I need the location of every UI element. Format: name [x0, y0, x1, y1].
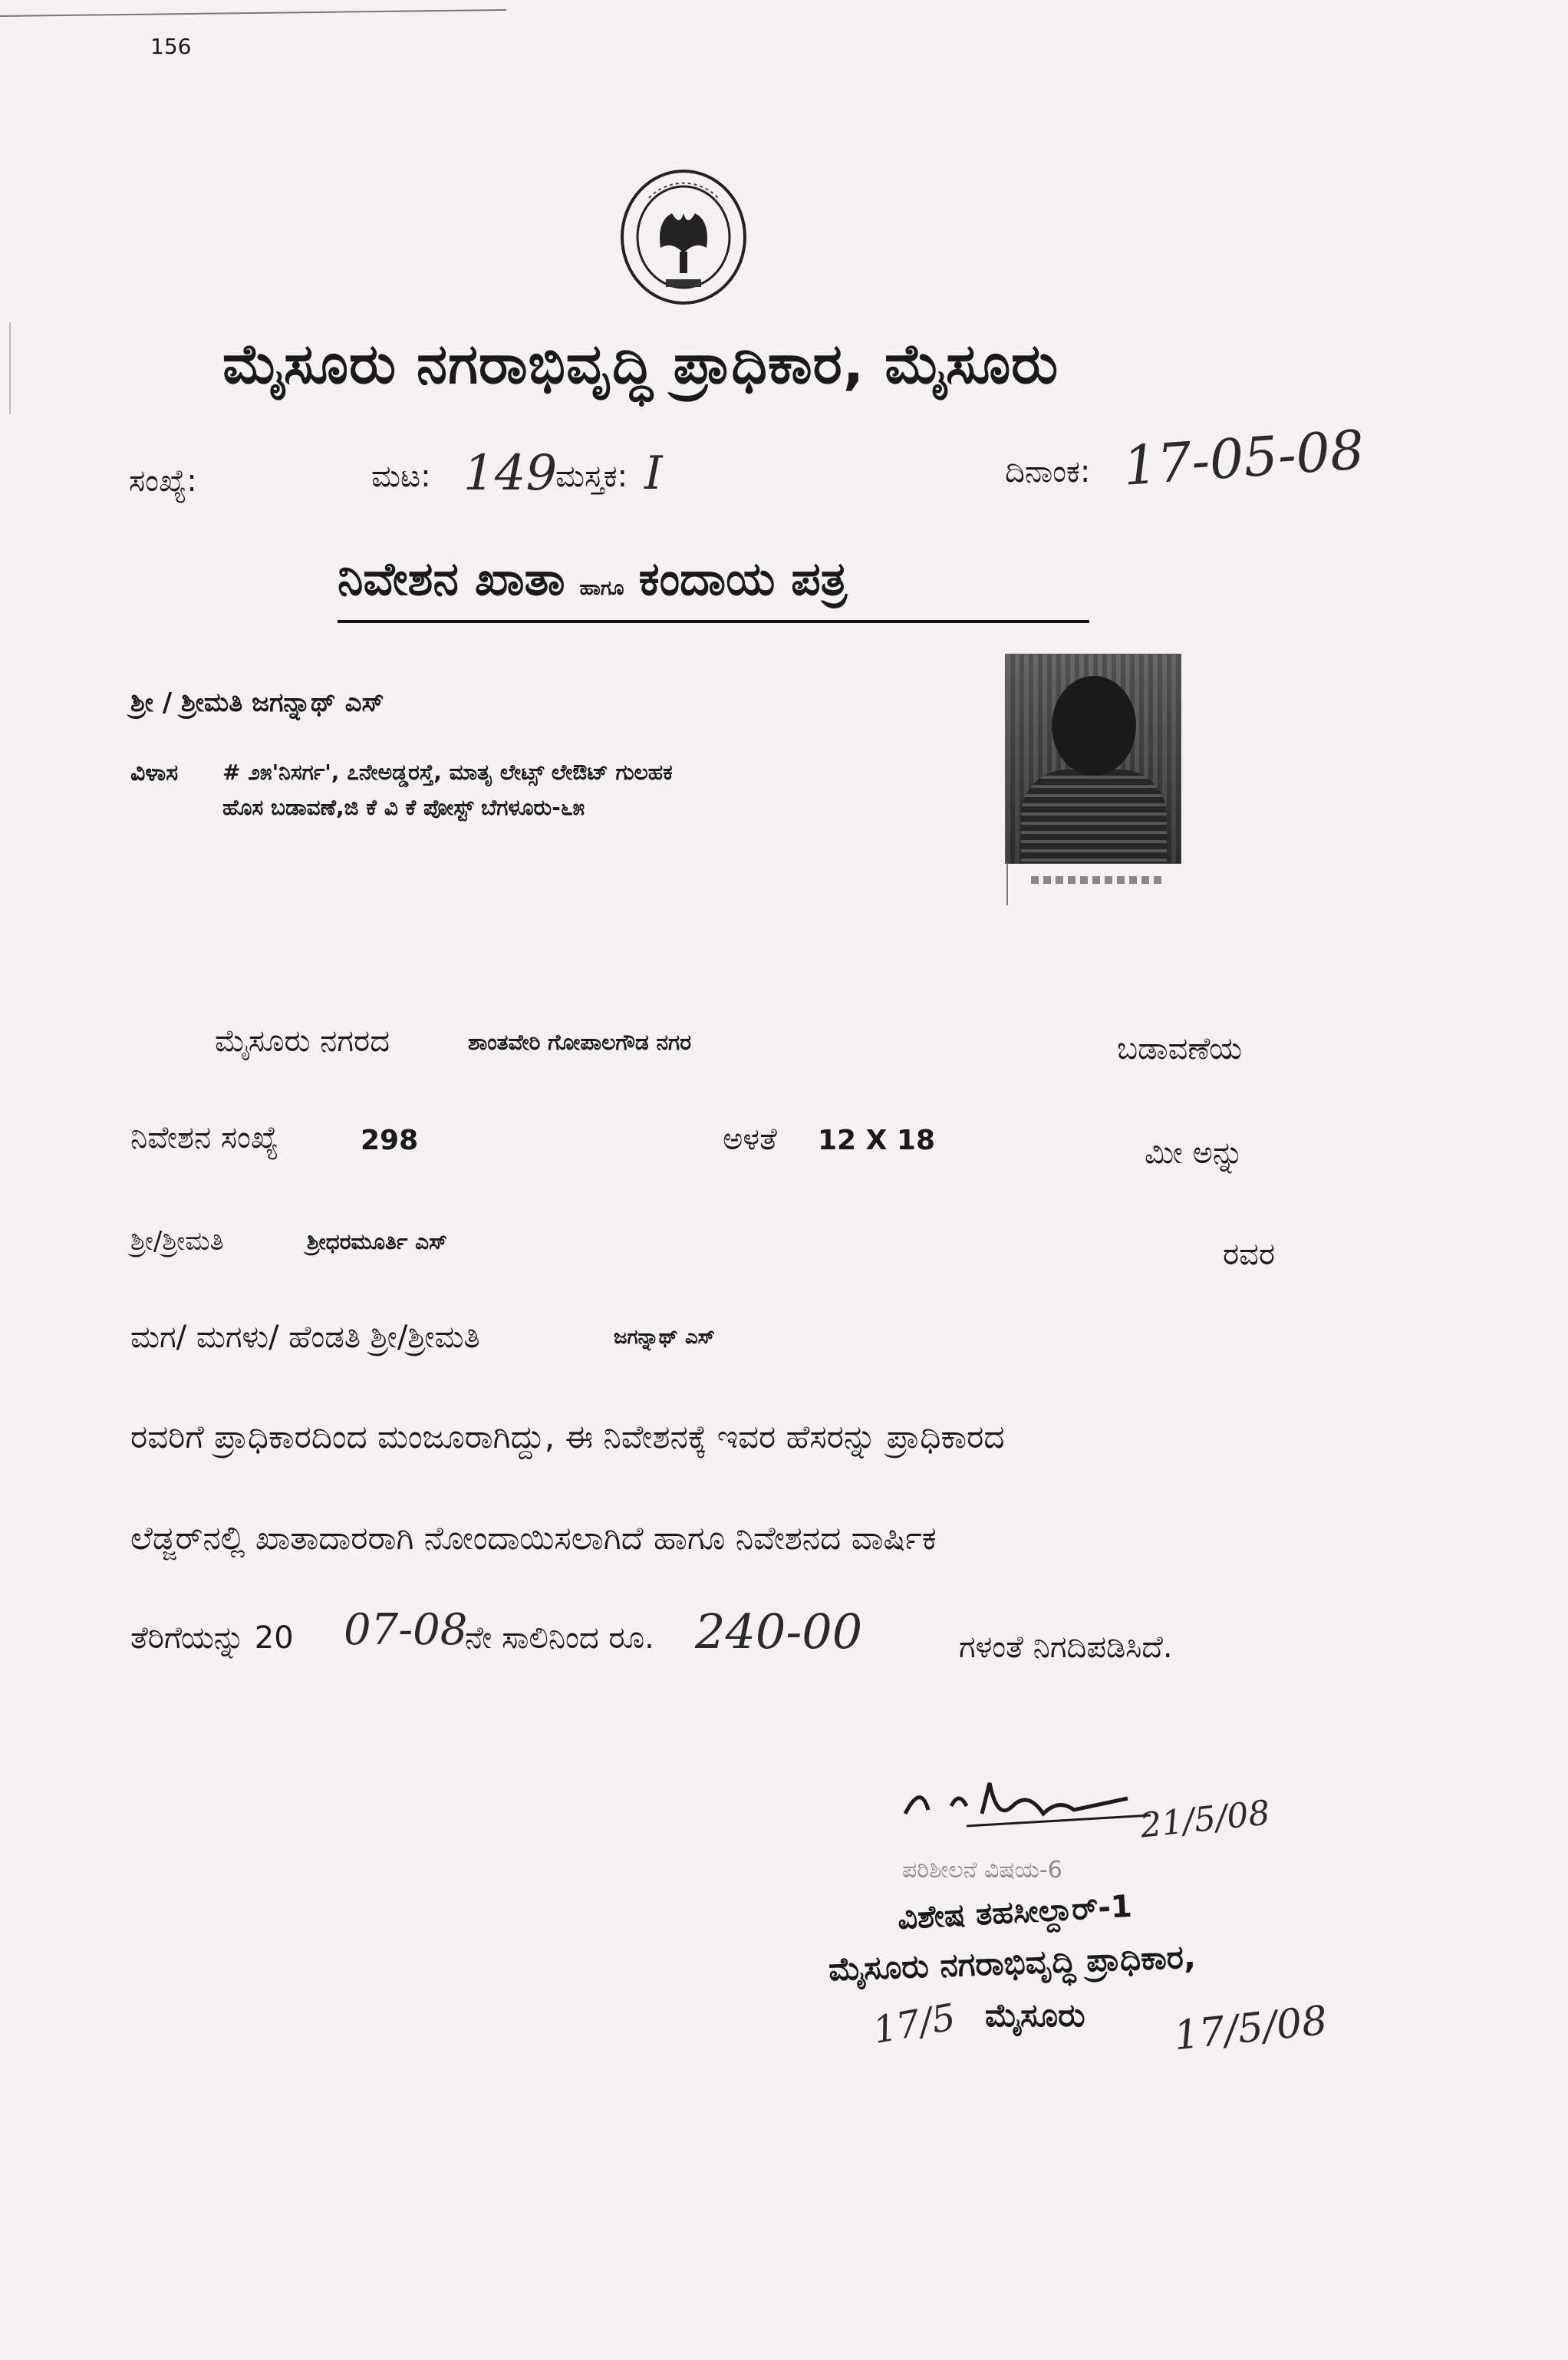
title-conjunction: ಹಾಗೂ	[579, 577, 624, 600]
initials-date-2: 17/5/08	[1171, 1997, 1330, 2060]
tax-amount-handwritten: 240-00	[695, 1604, 863, 1660]
body-line-3-suffix: ರವರ	[1223, 1237, 1275, 1272]
address-label: ವಿಳಾಸ	[130, 760, 179, 786]
signature-date: 21/5/08	[1138, 1793, 1272, 1846]
tax-year-handwritten: 07-08	[344, 1605, 468, 1655]
body-line-7-mid: ನೇ ಸಾಲಿನಿಂದ ರೂ.	[465, 1620, 654, 1656]
authority-stamp: ಮೈಸೂರು ನಗರಾಭಿವೃದ್ಧಿ ಪ್ರಾಧಿಕಾರ,	[828, 1937, 1197, 1989]
date-value-handwritten: 17-05-08	[1121, 418, 1367, 498]
body-line-2-unit: ಮೀ ಅನ್ನು	[1145, 1136, 1244, 1171]
document-title	[338, 552, 847, 606]
officer-signature	[898, 1768, 1174, 1837]
title-part-1: ನಿವೇಶನ ಖಾತಾ	[338, 552, 565, 606]
photo-stamp-strip	[1006, 862, 1181, 905]
page-value-handwritten: 149	[463, 445, 558, 502]
holder-name-line: ಶ್ರೀ / ಶ್ರೀಮತಿ ಜಗನ್ನಾಥ್ ಎಸ್	[130, 687, 384, 718]
body-line-1-layout-name: ಶಾಂತವೇರಿ ಗೋಪಾಲಗೌಡ ನಗರ	[468, 1030, 692, 1055]
officer-designation-stamp: ವಿಶೇಷ ತಹಸೀಲ್ದಾರ್-1	[897, 1889, 1133, 1936]
body-line-6: ಲೆಡ್ಜರ್‌ನಲ್ಲಿ ಖಾತಾದಾರರಾಗಿ ನೋಂದಾಯಿಸಲಾಗಿದೆ ಹಾಗೂ ನಿವೇಶನದ ವಾರ್ಷಿಕ	[130, 1519, 937, 1557]
book-label: ಮಸ್ತಕ:	[555, 459, 628, 494]
book-value-handwritten: I	[644, 447, 663, 500]
site-number: 298	[361, 1125, 419, 1156]
body-line-4-relation: ಮಗ/ ಮಗಳು/ ಹೆಂಡತಿ ಶ್ರೀ/ಶ್ರೀಮತಿ	[130, 1320, 480, 1355]
scan-edge-mark	[9, 322, 11, 414]
page-label: ಮಟ:	[371, 459, 431, 494]
site-size: 12 X 18	[818, 1125, 936, 1156]
title-part-2: ಕಂದಾಯ ಪತ್ರ	[638, 552, 848, 606]
body-line-7-prefix: ತೆರಿಗೆಯನ್ನು 20	[130, 1620, 294, 1656]
address-line-2: ಹೊಸ ಬಡಾವಣೆ,ಜಿ ಕೆ ವಿ ಕೆ ಪೋಸ್ಟ್ ಬೆಗಳೂರು-೬೫	[222, 795, 585, 820]
body-line-2-size-label: ಅಳತೆ	[723, 1122, 777, 1157]
authority-emblem-seal	[618, 167, 749, 307]
clerk-stamp: ಪರಿಶೀಲನೆ ವಿಷಯ-6	[902, 1857, 1062, 1884]
body-line-1-badavane: ಬಡಾವಣೆಯ	[1117, 1031, 1243, 1066]
current-holder-name: ಜಗನ್ನಾಥ್ ಎಸ್	[614, 1326, 715, 1349]
body-line-1-city: ಮೈಸೂರು ನಗರದ	[215, 1023, 390, 1059]
body-line-2-site-label: ನಿವೇಶನ ಸಂಖ್ಯೆ	[130, 1120, 279, 1155]
body-line-5: ರವರಿಗೆ ಪ್ರಾಧಿಕಾರದಿಂದ ಮಂಜೂರಾಗಿದ್ದು, ಈ ನಿವೇಶನಕ್ಕೆ ಇವರ ಹೆಸರನ್ನು ಪ್ರಾಧಿಕಾರದ	[130, 1418, 1005, 1455]
original-allottee-name: ಶ್ರೀಧರಮೂರ್ತಿ ಎಸ್	[307, 1229, 448, 1254]
initials-date-1: 17/5	[869, 1996, 959, 2052]
sankhye-label: ಸಂಖ್ಯೆ:	[129, 463, 197, 499]
page-number: 156	[150, 34, 192, 59]
date-label: ದಿನಾಂಕ:	[1005, 454, 1091, 489]
address-line-1: # ೨೫'ನಿಸರ್ಗ', ೭ನೇಅಡ್ಡರಸ್ತೆ, ಮಾತೃ ಲೇಟ್ಸ್ ಲೇಔಟ್ ಗುಲಹಕ	[222, 760, 673, 785]
authority-title: ಮೈಸೂರು ನಗರಾಭಿವೃದ್ಧಿ ಪ್ರಾಧಿಕಾರ, ಮೈಸೂರು	[222, 331, 1059, 396]
scan-edge-line	[0, 9, 506, 17]
holder-photo	[1005, 654, 1181, 864]
city-stamp: ಮೈಸೂರು	[985, 1996, 1085, 2034]
body-line-7-suffix: ಗಳಂತೆ ನಿಗದಿಪಡಿಸಿದೆ.	[959, 1630, 1173, 1665]
title-underline	[338, 620, 1089, 623]
body-line-3-prefix: ಶ್ರೀ/ಶ್ರೀಮತಿ	[130, 1226, 224, 1257]
